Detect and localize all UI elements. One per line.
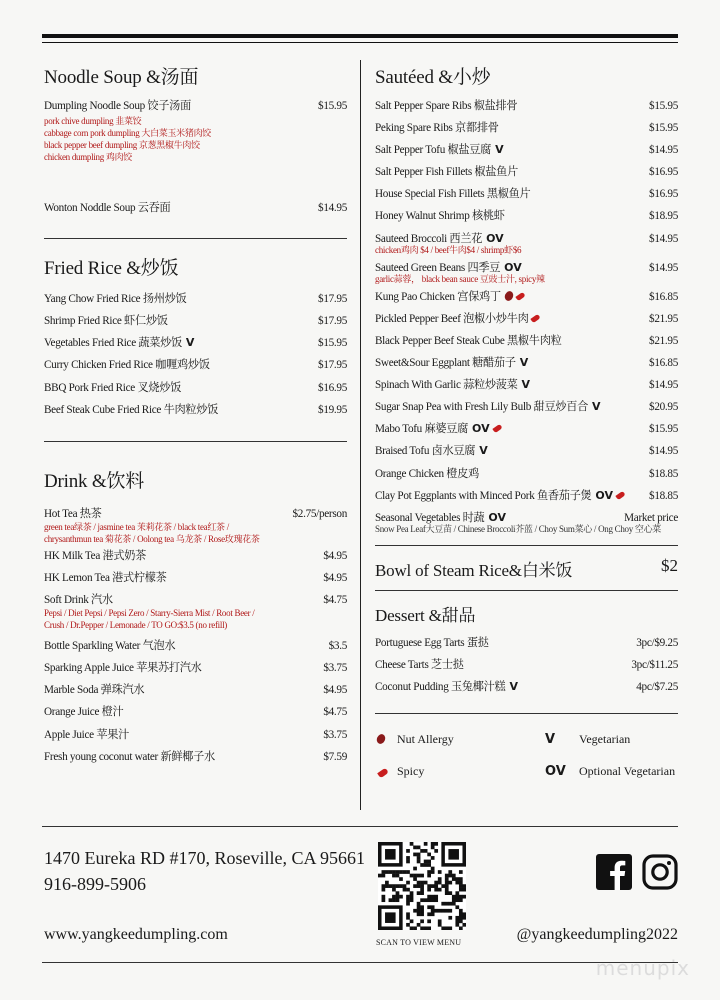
dessert-list (375, 632, 678, 699)
section-divider (375, 713, 678, 714)
item-price: $16.95 (649, 188, 678, 201)
section-divider (375, 590, 678, 591)
item-price: $16.85 (649, 357, 678, 370)
menu-item (44, 197, 347, 219)
menu-item (375, 161, 678, 183)
spicy-icon (615, 490, 625, 499)
top-thin-rule (42, 42, 678, 43)
menu-item (375, 440, 678, 462)
menu-item (375, 463, 678, 485)
item-price: 4pc/$7.25 (636, 681, 678, 694)
item-name: Spinach With Garlic 蒜粒炒菠菜 (375, 379, 518, 392)
item-name: Wonton Noddle Soup 云吞面 (44, 202, 171, 215)
menu-item (375, 183, 678, 205)
menu-item (375, 485, 678, 507)
item-name: Salt Pepper Fish Fillets 椒盐鱼片 (375, 166, 518, 179)
item-price: $15.95 (318, 337, 347, 350)
item-price: $7.59 (323, 751, 347, 764)
soft-drink-options: Pepsi / Diet Pepsi / Pepsi Zero / Starry-Sierra Mist / Root Beer / (44, 607, 255, 618)
menu-item (375, 352, 678, 374)
menu-item (44, 95, 347, 117)
item-price: $21.95 (649, 334, 678, 347)
dumpling-option: chicken dumpling 鸡肉饺 (44, 152, 132, 163)
item-name: Yang Chow Fried Rice 扬州炒饭 (44, 292, 187, 305)
menu-item (44, 589, 347, 611)
item-price: $16.95 (649, 166, 678, 179)
item-name: HK Lemon Tea 港式柠檬茶 (44, 571, 167, 584)
instagram-icon[interactable] (642, 854, 678, 890)
item-price: Market price (624, 511, 678, 524)
menu-item (44, 701, 347, 723)
optional-vegetarian-symbol: OV (504, 260, 522, 274)
menu-item (375, 418, 678, 440)
rice-bowl-price: $2 (661, 555, 678, 575)
phone-number[interactable]: 916-899-5906 (44, 874, 146, 894)
legend-nut-label: Nut Allergy (397, 731, 454, 746)
item-name: HK Milk Tea 港式奶茶 (44, 549, 147, 562)
vegetarian-symbol: V (545, 731, 556, 747)
item-name: Sugar Snap Pea with Fresh Lily Bulb 甜豆炒百合 (375, 401, 588, 414)
footer-top-rule (42, 826, 678, 827)
watermark: menupix (595, 956, 690, 980)
item-price: 3pc/$9.25 (636, 636, 678, 649)
soft-drink-options: Crush / Dr.Pepper / Lemonade / TO GO:$3.5 (no refill) (44, 619, 227, 630)
item-price: $18.85 (649, 489, 678, 502)
vegetarian-symbol: V (519, 356, 529, 370)
menu-item (375, 632, 678, 654)
menu-item (44, 354, 347, 376)
drink-section (44, 466, 347, 768)
item-name: Clay Pot Eggplants with Minced Pork 鱼香茄子煲 (375, 489, 592, 502)
item-price: $14.95 (649, 144, 678, 157)
menu-item (375, 286, 678, 308)
item-price: $15.95 (318, 100, 347, 112)
item-price: $14.95 (649, 261, 678, 274)
item-name: Orange Chicken 橙皮鸡 (375, 467, 479, 480)
menu-item (375, 330, 678, 352)
vegetarian-symbol: V (495, 143, 504, 157)
item-note: Snow Pea Leaf大豆苗 / Chinese Broccoli芥蓝 / Choy Sum菜心 / Ong Choy 空心菜 (375, 523, 661, 534)
item-name: Orange Juice 橙汁 (44, 706, 124, 719)
facebook-icon[interactable] (596, 854, 632, 890)
item-name: Beef Steak Cube Fried Rice 牛肉粒炒饭 (44, 404, 219, 417)
column-divider (360, 60, 361, 810)
menu-item (44, 399, 347, 421)
dumpling-option: cabbage corn pork dumpling 大白菜玉米猪肉饺 (44, 128, 211, 139)
item-name: Mabo Tofu 麻婆豆腐 (375, 423, 469, 436)
menu-item (375, 139, 678, 161)
fried-rice-section (44, 253, 347, 422)
legend-spicy-label: Spicy (397, 763, 425, 778)
item-price: $4.95 (323, 549, 347, 562)
facebook-glyph (596, 854, 632, 890)
item-name: Sparking Apple Juice 苹果苏打汽水 (44, 661, 202, 674)
dumpling-option: black pepper beef dumpling 京葱黑椒牛肉饺 (44, 140, 200, 151)
menu-item (375, 205, 678, 227)
item-price: $16.85 (649, 290, 678, 303)
instagram-glyph (642, 854, 678, 890)
item-name: Salt Pepper Tofu 椒盐豆腐 (375, 144, 492, 157)
item-price: $3.75 (323, 661, 347, 674)
item-name: Sauteed Green Beans 四季豆 (375, 261, 501, 274)
menu-item (375, 95, 678, 117)
item-price: $14.95 (649, 379, 678, 392)
section-title-noodle: Noodle Soup &汤面 (44, 67, 199, 88)
tea-options: green tea绿茶 / jasmine tea 茉莉花茶 / black tea红茶 / (44, 521, 229, 532)
item-name: Cheese Tarts 芝士挞 (375, 659, 464, 672)
item-price: $15.95 (649, 122, 678, 135)
item-name: Soft Drink 汽水 (44, 594, 113, 607)
section-title-drink: Drink &饮料 (44, 471, 145, 493)
website-link[interactable]: www.yangkeedumpling.com (44, 926, 228, 943)
item-name: Sauteed Broccoli 西兰花 (375, 232, 483, 245)
menu-item (44, 679, 347, 701)
nut-allergy-icon (375, 732, 386, 744)
item-name: Kung Pao Chicken 宫保鸡丁 (375, 290, 501, 303)
item-price: $3.5 (328, 639, 347, 652)
item-price: $18.95 (649, 210, 678, 223)
item-price: $16.95 (318, 381, 347, 394)
menu-item (44, 332, 347, 354)
spicy-icon (515, 292, 525, 301)
item-price: $4.75 (323, 706, 347, 719)
section-divider (44, 441, 347, 442)
item-price: $17.95 (318, 292, 347, 305)
drink-list (44, 635, 347, 769)
item-name: Portuguese Egg Tarts 蛋挞 (375, 636, 489, 649)
spicy-icon (377, 767, 389, 778)
menu-item (44, 567, 347, 589)
menu-item (44, 503, 347, 525)
menu-item (375, 396, 678, 418)
item-price: $14.95 (649, 232, 678, 245)
spicy-icon (531, 314, 541, 323)
noodle-soup-section (44, 62, 347, 220)
legend-vegetarian-label: Vegetarian (579, 731, 631, 746)
vegetarian-symbol: V (521, 378, 531, 392)
optional-vegetarian-symbol: OV (486, 231, 504, 245)
footer-bottom-rule (42, 962, 678, 963)
item-name: Coconut Pudding 玉兔椰汁糕 (375, 681, 506, 694)
item-name: Curry Chicken Fried Rice 咖喱鸡炒饭 (44, 359, 210, 372)
social-handle[interactable]: @yangkeedumpling2022 (516, 926, 678, 943)
menu-item (44, 310, 347, 332)
item-name: Hot Tea 热茶 (44, 508, 102, 521)
item-name: Salt Pepper Spare Ribs 椒盐排骨 (375, 100, 518, 112)
section-divider (375, 545, 678, 546)
section-title-rice-bowl: Bowl of Steam Rice&白米饭 (375, 560, 573, 580)
item-price: $15.95 (649, 100, 678, 112)
item-price: $20.95 (649, 401, 678, 414)
item-name: Seasonal Vegetables 时蔬 (375, 511, 485, 524)
item-price: $4.95 (323, 684, 347, 697)
item-price: $14.95 (649, 445, 678, 458)
item-name: Peking Spare Ribs 京都排骨 (375, 122, 499, 135)
item-name: Dumpling Noodle Soup 饺子汤面 (44, 100, 191, 112)
qr-code-pattern (378, 842, 466, 930)
menu-item (375, 117, 678, 139)
section-title-fried-rice: Fried Rice &炒饭 (44, 257, 179, 279)
vegetarian-symbol: V (185, 336, 195, 350)
section-title-sauteed: Sautéed &小炒 (375, 67, 491, 88)
item-name: Black Pepper Beef Steak Cube 黑椒牛肉粒 (375, 334, 562, 347)
optional-vegetarian-symbol: OV (488, 510, 506, 524)
item-name: Sweet&Sour Eggplant 糖醋茄子 (375, 357, 516, 370)
item-price: $14.95 (318, 202, 347, 215)
item-name: Shrimp Fried Rice 虾仁炒饭 (44, 314, 168, 327)
item-price: $2.75/person (292, 508, 347, 521)
nut-allergy-icon (503, 290, 514, 302)
item-name: House Special Fish Fillets 黑椒鱼片 (375, 188, 531, 201)
section-divider (44, 238, 347, 239)
item-price: $19.95 (318, 404, 347, 417)
item-price: $17.95 (318, 314, 347, 327)
item-name: Pickled Pepper Beef 泡椒小炒牛肉 (375, 312, 529, 325)
item-price: $4.95 (323, 571, 347, 584)
item-name: Honey Walnut Shrimp 核桃虾 (375, 210, 505, 223)
sauteed-list (375, 95, 678, 535)
vegetarian-symbol: V (592, 400, 601, 414)
sauteed-section (375, 62, 678, 535)
section-title-dessert: Dessert &甜品 (375, 605, 476, 625)
menu-item (44, 657, 347, 679)
item-name: Fresh young coconut water 新鲜椰子水 (44, 751, 215, 764)
item-price: 3pc/$11.25 (631, 659, 678, 672)
legend (375, 724, 678, 804)
menu-item (375, 308, 678, 330)
menu-item (44, 724, 347, 746)
top-thick-rule (42, 34, 678, 38)
optional-vegetarian-symbol: OV (595, 488, 613, 502)
item-name: Braised Tofu 卤水豆腐 (375, 445, 476, 458)
item-name: BBQ Pork Fried Rice 叉烧炒饭 (44, 381, 181, 394)
item-price: $3.75 (323, 728, 347, 741)
menu-item (44, 635, 347, 657)
item-price: $17.95 (318, 359, 347, 372)
menu-item (44, 746, 347, 768)
menu-item (375, 654, 678, 676)
legend-optional-vegetarian-label: Optional Vegetarian (579, 763, 676, 778)
optional-vegetarian-symbol: OV (545, 763, 566, 779)
qr-label: SCAN TO VIEW MENU (376, 938, 462, 947)
dumpling-option: pork chive dumpling 韭菜饺 (44, 116, 142, 127)
item-price: $18.85 (649, 467, 678, 480)
tea-options: chrysanthmun tea 菊花茶 / Oolong tea 乌龙茶 / Rose玫瑰花茶 (44, 533, 260, 544)
qr-code[interactable] (378, 842, 466, 930)
menu-item (375, 507, 678, 529)
item-note: garlic蒜蓉， black bean sauce 豆豉士汁, spicy辣 (375, 273, 545, 284)
item-price: $4.75 (323, 594, 347, 607)
item-price: $21.95 (649, 312, 678, 325)
item-name: Apple Juice 苹果汁 (44, 728, 129, 741)
menu-item (375, 676, 678, 698)
menu-item (44, 545, 347, 567)
item-name: Bottle Sparkling Water 气泡水 (44, 639, 176, 652)
item-note: chicken鸡肉 $4 / beef牛肉$4 / shrimp虾$6 (375, 244, 522, 255)
fried-rice-list (44, 288, 347, 422)
optional-vegetarian-symbol: OV (472, 422, 490, 436)
item-name: Marble Soda 弹珠汽水 (44, 684, 145, 697)
menu-item (375, 374, 678, 396)
right-column (375, 62, 678, 804)
item-price: $15.95 (649, 423, 678, 436)
menu-item (375, 257, 678, 279)
item-name: Vegetables Fried Rice 蔬菜炒饭 (44, 337, 182, 350)
address: 1470 Eureka RD #170, Roseville, CA 95661 (44, 848, 365, 868)
dessert-section (375, 601, 678, 699)
menu-item (44, 377, 347, 399)
menu-item (375, 228, 678, 250)
rice-bowl-section (375, 556, 678, 582)
left-column (44, 62, 347, 768)
spicy-icon (492, 424, 502, 433)
vegetarian-symbol: V (509, 680, 518, 694)
menu-item (44, 288, 347, 310)
vegetarian-symbol: V (479, 444, 488, 458)
